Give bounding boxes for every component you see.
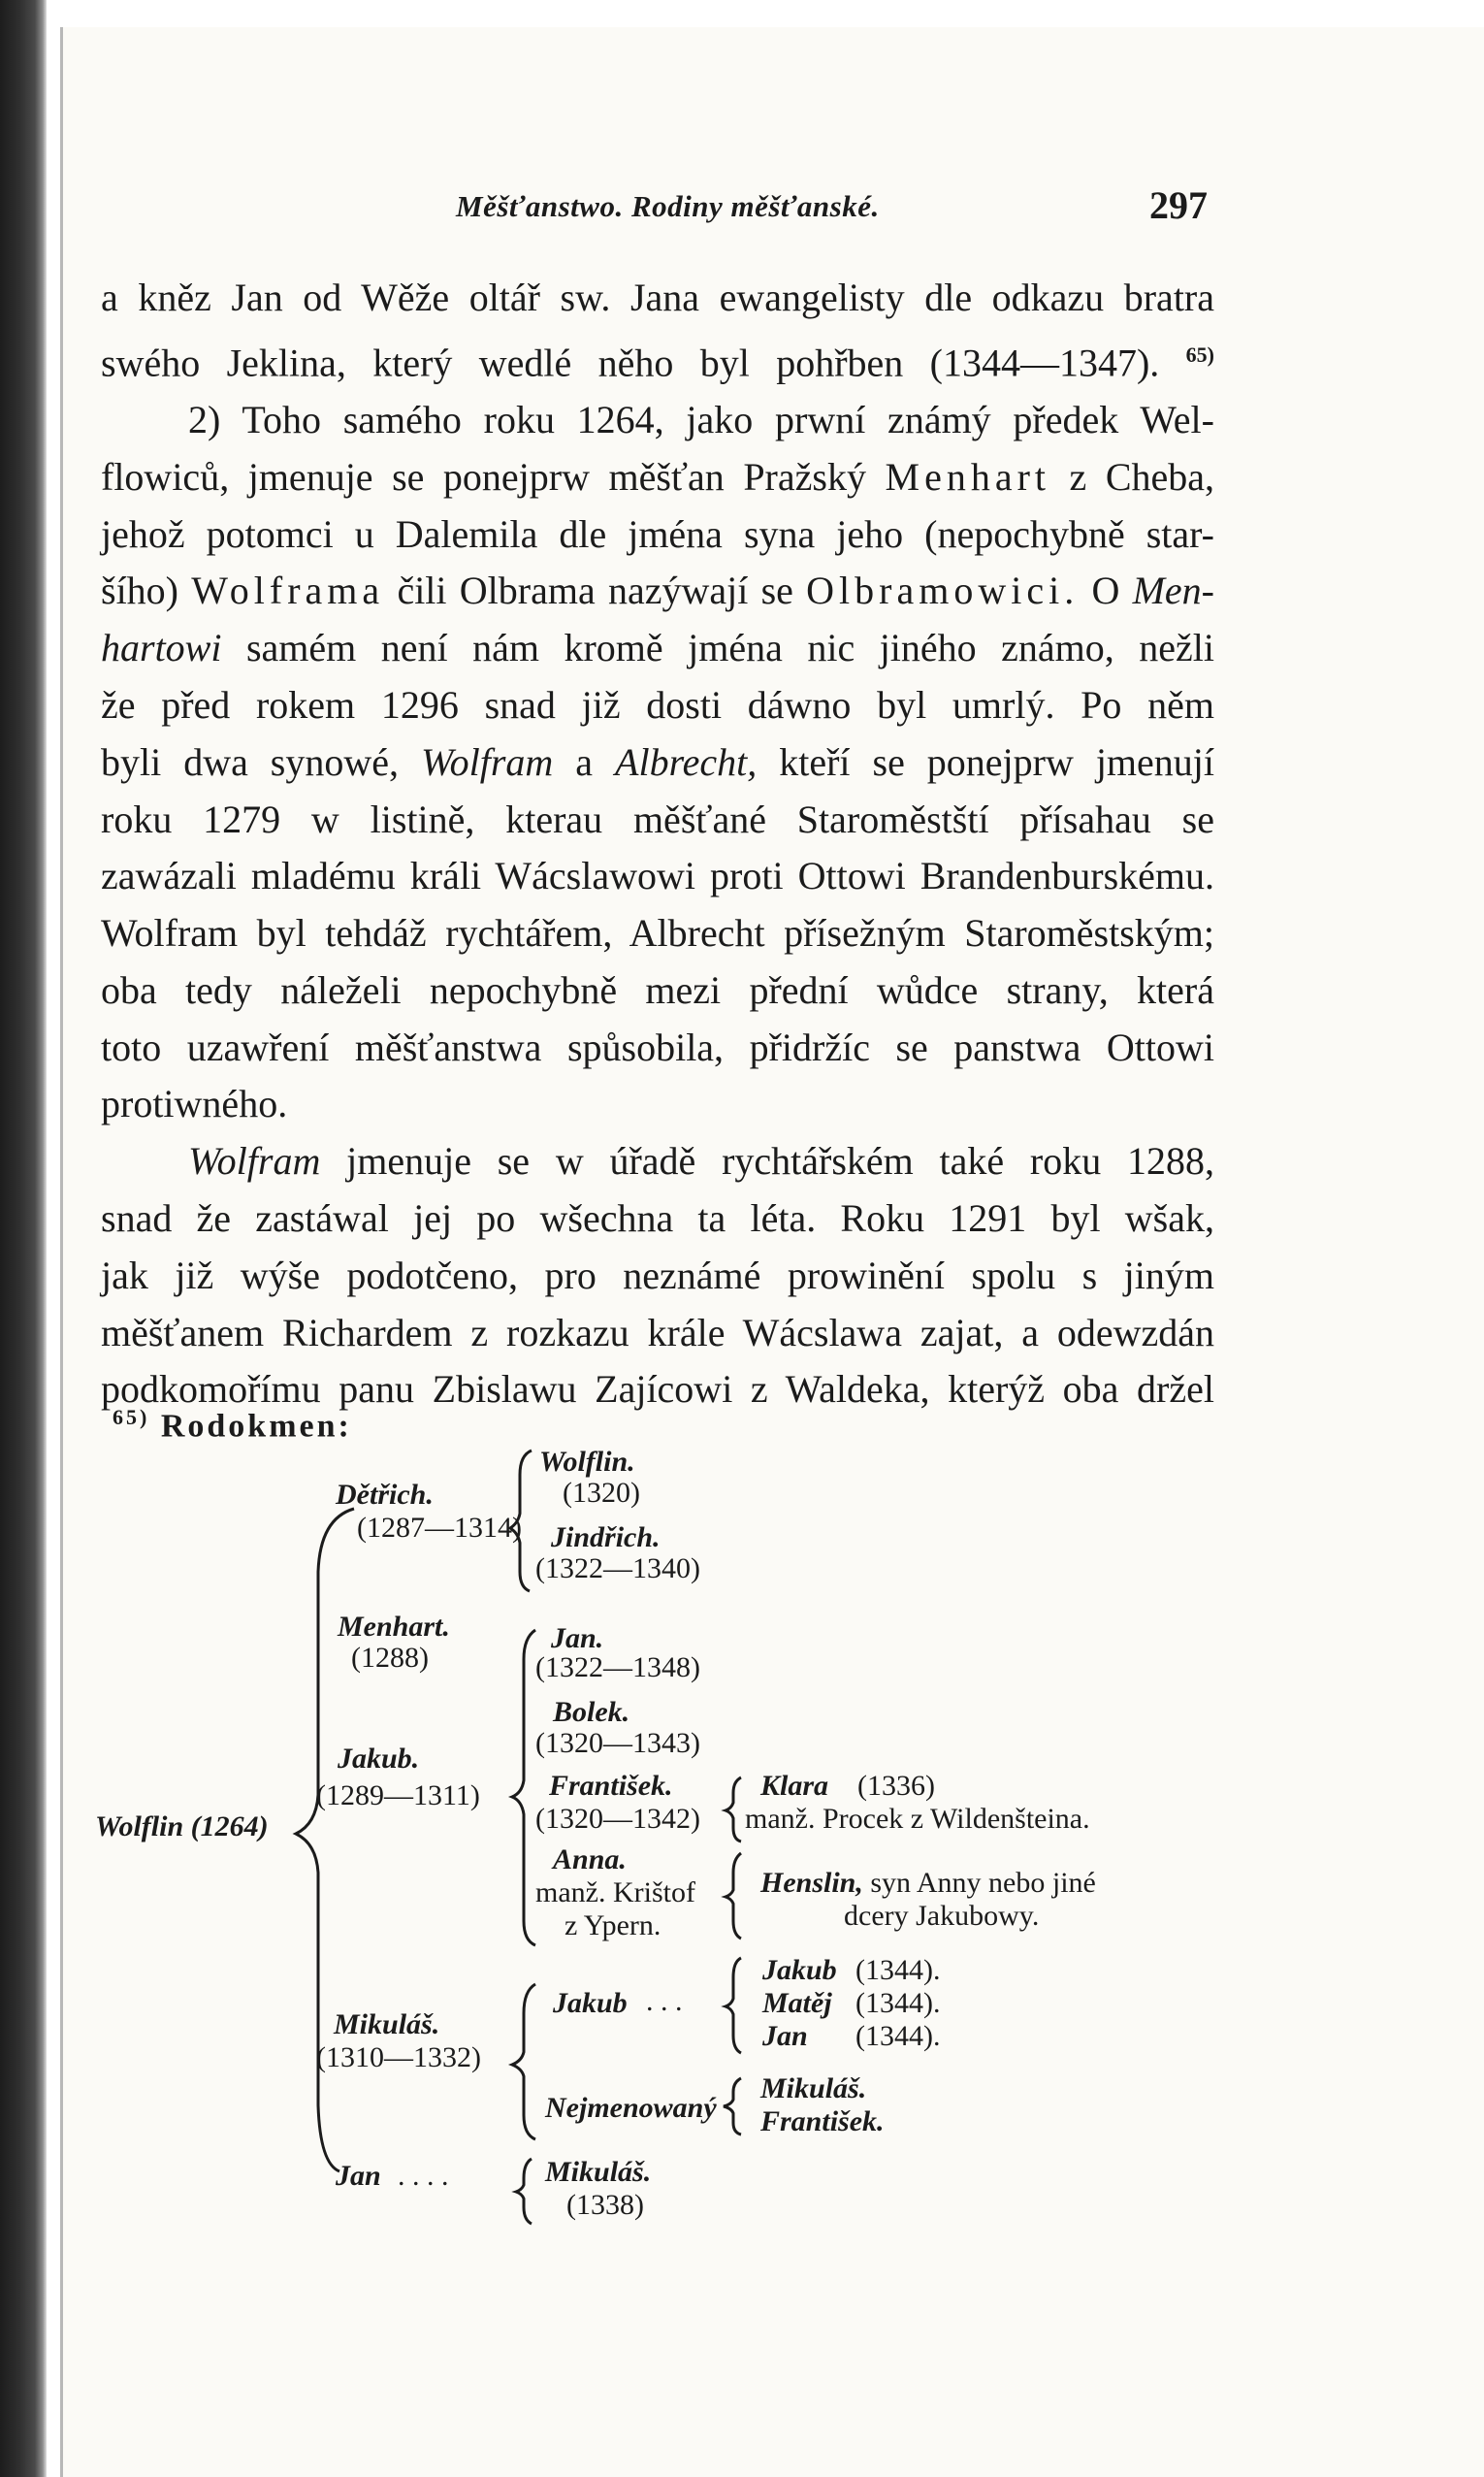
name-wolframa: Wolframa [191,569,385,613]
text-line: hartowi samém není nám kromě jména nic jiného známo, nežli [101,626,1214,670]
node-dietrich-dates: (1287—1314) [357,1512,522,1544]
node-anna: Anna. [553,1843,627,1875]
text-line: snad že zastáwal jej po wšechna ta léta. Roku 1291 byl wšak, [101,1196,1214,1241]
brace-jakub [512,1630,535,1945]
text-line: zawázali mladému králi Wácslawowi proti Ottowi Brandenburskému. [101,854,1214,898]
node-matej-dates: (1344). [855,1987,941,2019]
node-klara-spouse: manž. Procek z Wildenšteina. [745,1803,1090,1835]
node-mikulas-dates: (1310—1332) [316,2041,481,2073]
node-jan-3-dates: (1344). [855,2020,941,2052]
text-line: swého Jeklina, který wedlé něho byl pohřben (1344—1347). $^{65)}$ [101,341,1214,385]
text-line: flowiců, jmenuje se ponejprw měšťan Pražský Menhart z Cheba, [101,454,1215,499]
node-jakub-3: Jakub [762,1954,837,1986]
node-anna-spouse: manž. Krištof [535,1876,695,1908]
node-mikulas-3-dates: (1338) [566,2189,644,2221]
text-line: šího) Wolframa čili Olbrama nazýwají se Olbramowici. O Men- [101,569,1215,613]
node-bolek: Bolek. [553,1696,630,1728]
brace-jan [516,2159,532,2224]
node-menhart: Menhart. [338,1611,450,1643]
text-line: toto uzawření měšťanstwa spůsobila, přidržíc se panstwa Ottowi [101,1025,1214,1069]
node-dietrich: Dětřich. [336,1479,434,1511]
node-jakub-dates: (1289—1311) [316,1779,480,1811]
text-line: a kněz Jan od Wěže oltář sw. Jana ewangelisty dle odkazu bratra [101,276,1214,319]
text-line: měšťanem Richardem z rozkazu krále Wácslawa zajat, a odewzdán [101,1310,1214,1354]
node-henslin: Henslin, syn Anny nebo jiné [760,1867,1096,1899]
node-anna-spouse-origin: z Ypern. [565,1909,661,1941]
node-henslin-desc: dcery Jakubowy. [844,1900,1040,1932]
text-line: 2) Toho samého roku 1264, jako prwní známý předek Wel- [188,397,1214,441]
node-klara-dates: (1336) [857,1770,935,1802]
node-mikulas-3: Mikuláš. [545,2156,652,2188]
node-jakub-2-dots: . . . [646,1985,683,2017]
brace-mikulas [512,1984,535,2139]
footnote-heading: $^{65)}$ Rodokmen: [113,1405,352,1445]
node-jan-2-dots: . . . . [398,2160,449,2192]
running-title: Měšťanstwo. Rodiny měšťanské. [456,189,880,223]
node-klara: Klara [760,1770,829,1802]
name-olbramowici: Olbramowici. [806,569,1080,613]
node-matej: Matěj [762,1987,832,2019]
text-line: jak již wýše podotčeno, pro neznámé prowinění spolu s jiným [101,1253,1214,1297]
brace-nejmenowany [724,2078,741,2135]
node-jindrich: Jindřich. [551,1521,661,1553]
node-frantisek: František. [549,1770,673,1802]
node-mikulas-2: Mikuláš. [760,2072,867,2104]
node-wolflin-1264: Wolflin (1264) [95,1810,269,1842]
node-jan-dates: (1322—1348) [535,1651,700,1683]
footnote-marker: 65) [113,1405,150,1429]
node-jan-2: Jan [336,2160,381,2192]
text-line: že před rokem 1296 snad již dosti dáwno byl umrlý. Po něm [101,682,1214,727]
text-line: byli dwa synowé, Wolfram a Albrecht, kteří se ponejprw jmenují [101,739,1215,784]
page-number: 297 [1149,183,1208,227]
node-menhart-dates: (1288) [351,1642,429,1674]
text-line: Wolfram jmenuje se w úřadě rychtářském také roku 1288, [188,1139,1215,1184]
node-jindrich-dates: (1322—1340) [535,1552,700,1584]
footnote-reference: 65) [1185,342,1214,367]
text-line: Wolfram byl tehdáž rychtářem, Albrecht přísežným Staroměstským; [101,911,1214,956]
node-jakub-3-dates: (1344). [855,1954,941,1986]
node-jan: Jan. [551,1622,604,1654]
node-frantisek-dates: (1320—1342) [535,1803,700,1835]
node-wolflin: Wolflin. [539,1446,635,1478]
text-line: oba tedy náleželi nepochybně mezi přední wůdce strany, která [101,967,1214,1012]
node-frantisek-2: František. [760,2105,885,2137]
node-jan-3: Jan [762,2020,808,2052]
text-line: podkomořímu panu Zbislawu Zajícowi z Waldeka, kterýž oba držel [101,1367,1214,1412]
brace-jakub2 [726,1958,741,2053]
brace-anna [726,1853,741,1939]
text-line: roku 1279 w listině, kterau měšťané Staroměstští přísahau se [101,797,1214,841]
node-mikulas: Mikuláš. [334,2008,440,2040]
node-nejmenowany: Nejmenowaný [545,2092,717,2124]
text-line: protiwného. [101,1082,288,1126]
name-menhart: Menhart [885,454,1051,499]
text-line: jehož potomci u Dalemila dle jména syna jeho (nepochybně star- [101,511,1214,556]
node-jakub-2: Jakub [553,1987,628,2019]
node-bolek-dates: (1320—1343) [535,1727,700,1759]
node-jakub: Jakub. [338,1743,420,1775]
brace-frantisek [726,1777,741,1841]
node-wolflin-dates: (1320) [563,1477,640,1509]
